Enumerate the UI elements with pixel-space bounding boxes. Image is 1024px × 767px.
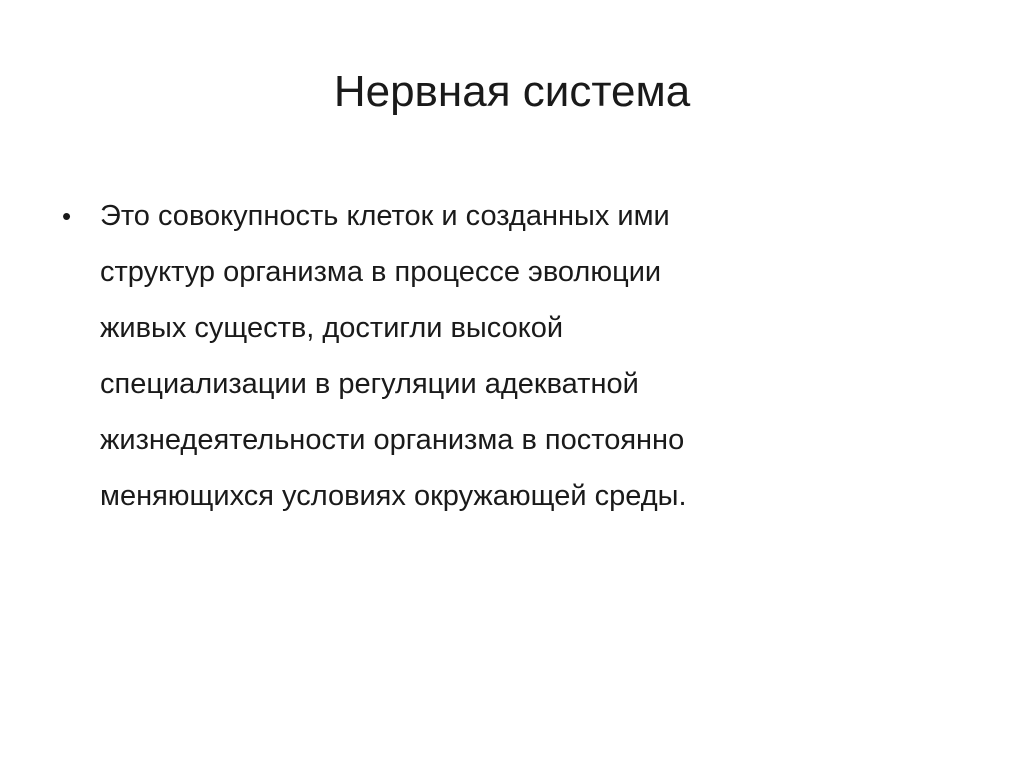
bullet-text-line: Это совокупность клеток и созданных ими (100, 200, 670, 232)
bullet-text-line: меняющихся условиях окружающей среды. (100, 480, 687, 512)
bullet-text-line: структур организма в процессе эволюции (100, 256, 662, 288)
bullet-dot-icon: • (62, 201, 72, 231)
bullet-text-line: жизнедеятельности организма в постоянно (100, 424, 685, 456)
bullet-text-line: живых существ, достигли высокой (100, 312, 564, 344)
bullet-text-line: специализации в регуляции адекватной (100, 368, 639, 400)
slide-title: Нервная система (333, 67, 691, 116)
bullet-item (62, 188, 962, 524)
bullet-list (62, 188, 962, 524)
